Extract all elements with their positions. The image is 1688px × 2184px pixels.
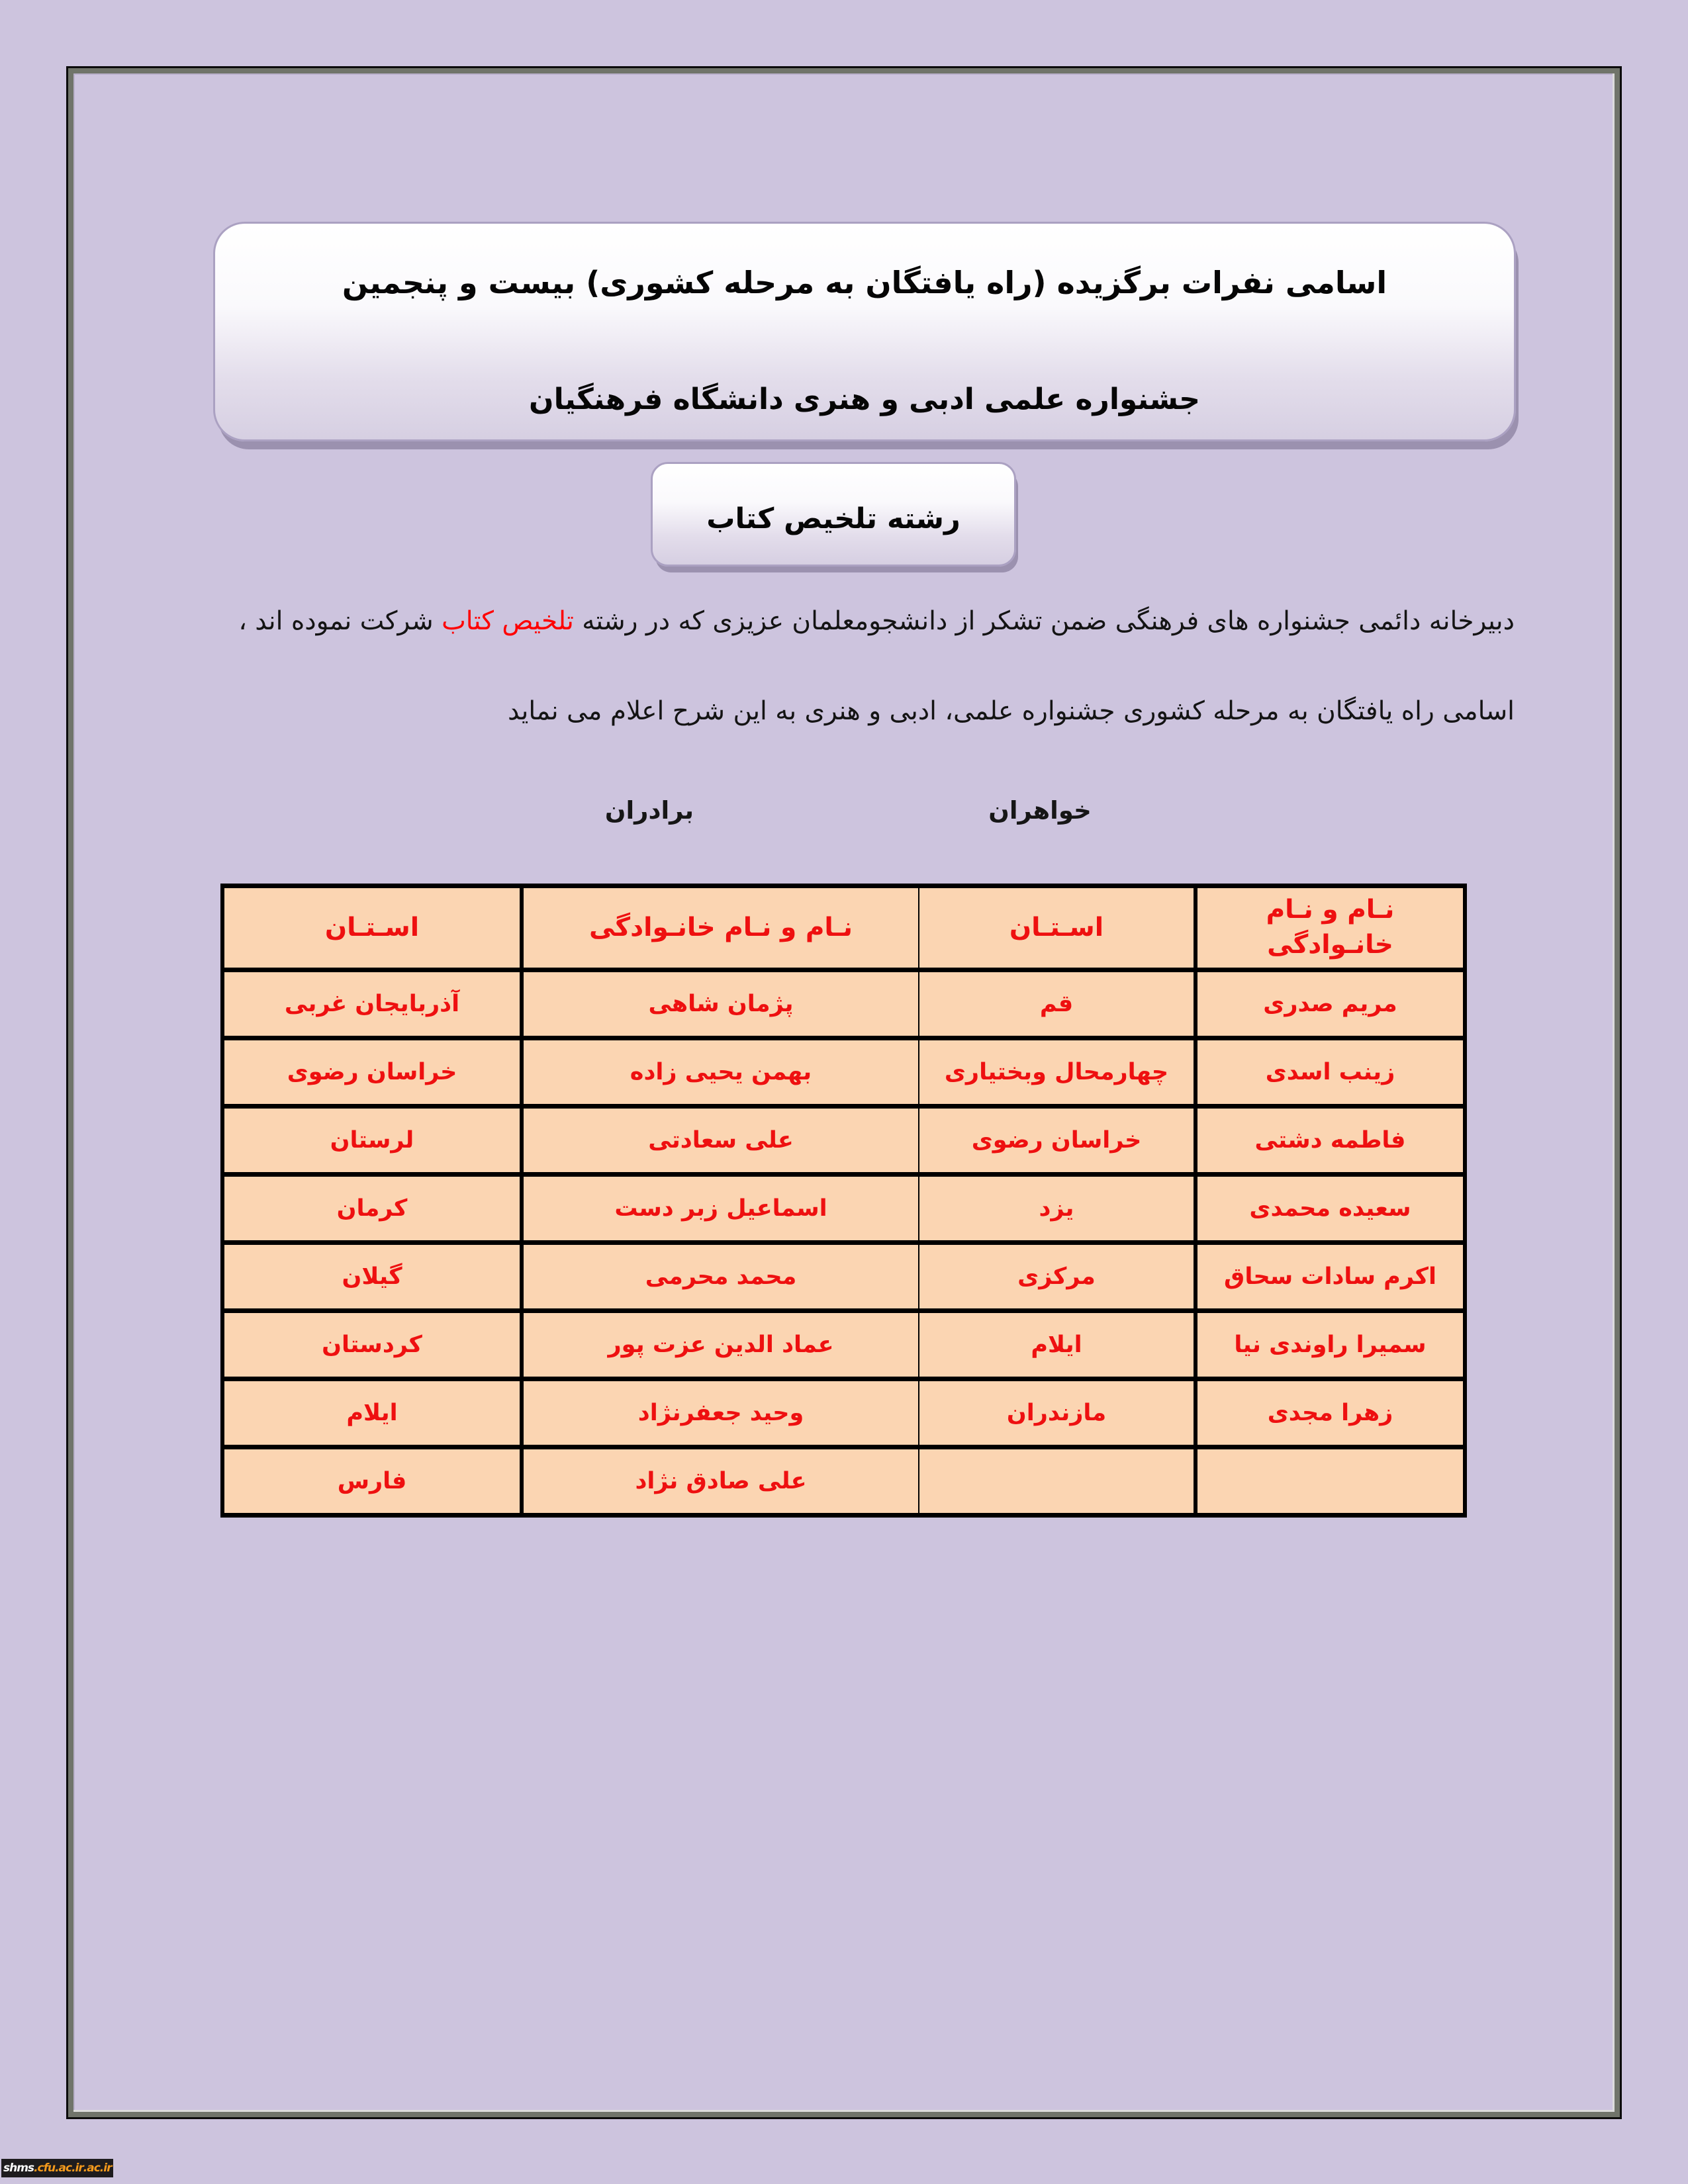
intro-line1-before: دبیرخانه دائمی جشنواره های فرهنگی ضمن تشکر از دانشجومعلمان عزیزی که در رشته bbox=[573, 606, 1515, 636]
table-cell-brothers-province: کردستان bbox=[222, 1311, 522, 1379]
watermark-prefix: shms bbox=[3, 2161, 34, 2175]
table-cell-brothers-name: اسماعیل زبر دست bbox=[522, 1175, 919, 1243]
table-cell-sisters-name: سمیرا راوندی نیا bbox=[1196, 1311, 1465, 1379]
intro-line2: اسامی راه یافتگان به مرحله کشوری جشنواره علمی، ادبی و هنری به این شرح اعلام می نماید bbox=[508, 696, 1515, 726]
watermark-domain: .cfu.ac.ir bbox=[34, 2161, 83, 2175]
table-cell-sisters-name: مریم صدری bbox=[1196, 970, 1465, 1038]
table-cell-brothers-name: وحید جعفرنژاد bbox=[522, 1379, 919, 1447]
sisters-label: خواهران bbox=[988, 796, 1092, 825]
table-cell-sisters-province: ایلام bbox=[919, 1311, 1196, 1379]
table-cell-brothers-name: بهمن یحیی زاده bbox=[522, 1038, 919, 1107]
table-cell-sisters-name: زهرا مجدی bbox=[1196, 1379, 1465, 1447]
table-row bbox=[222, 1038, 1465, 1107]
table-cell-brothers-province: گیلان bbox=[222, 1243, 522, 1311]
table-cell-brothers-name: عماد الدین عزت پور bbox=[522, 1311, 919, 1379]
brothers-label: برادران bbox=[604, 796, 694, 825]
table-cell-brothers-name: محمد محرمی bbox=[522, 1243, 919, 1311]
table-cell-sisters-province: خراسان رضوی bbox=[919, 1107, 1196, 1175]
table-cell-sisters-name: سعیده محمدی bbox=[1196, 1175, 1465, 1243]
page-title-line1: اسامی نفرات برگزیده (راه یافتگان به مرحله کشوری) بیست و پنجمین bbox=[342, 265, 1387, 300]
title-banner bbox=[213, 222, 1516, 441]
watermark-overlap: .ac.ir bbox=[83, 2161, 112, 2175]
table-cell-brothers-name: علی صادق نژاد bbox=[522, 1447, 919, 1516]
table-row bbox=[222, 1379, 1465, 1447]
table-cell-sisters-name: فاطمه دشتی bbox=[1196, 1107, 1465, 1175]
watermark bbox=[1, 2159, 113, 2177]
table-cell-brothers-province: خراسان رضوی bbox=[222, 1038, 522, 1107]
table-cell-brothers-province: آذربایجان غربی bbox=[222, 970, 522, 1038]
table-cell-sisters-province: قم bbox=[919, 970, 1196, 1038]
table-row bbox=[222, 1107, 1465, 1175]
table-cell-sisters-province: چهارمحال وبختیاری bbox=[919, 1038, 1196, 1107]
table-cell-sisters-province: مازندران bbox=[919, 1379, 1196, 1447]
table-cell-sisters-name: اکرم سادات سحاق bbox=[1196, 1243, 1465, 1311]
field-badge bbox=[651, 462, 1016, 567]
table-cell-brothers-province: کرمان bbox=[222, 1175, 522, 1243]
column-header-sisters-name: نـام و نـام خانـوادگی bbox=[1196, 886, 1465, 970]
table-cell-sisters-province bbox=[919, 1447, 1196, 1516]
column-header-sisters-province: اسـتـان bbox=[919, 886, 1196, 970]
intro-line1-after: شرکت نموده اند ، bbox=[238, 606, 442, 636]
table-cell-brothers-province: لرستان bbox=[222, 1107, 522, 1175]
table-cell-sisters-province: مرکزی bbox=[919, 1243, 1196, 1311]
table-row bbox=[222, 1311, 1465, 1379]
field-highlight: تلخیص کتاب bbox=[442, 606, 574, 636]
page-title-line2: جشنواره علمی ادبی و هنری دانشگاه فرهنگیان bbox=[529, 383, 1200, 416]
table-cell-brothers-province: ایلام bbox=[222, 1379, 522, 1447]
table-cell-brothers-province: فارس bbox=[222, 1447, 522, 1516]
table-cell-sisters-name bbox=[1196, 1447, 1465, 1516]
table-cell-sisters-name: زینب اسدی bbox=[1196, 1038, 1465, 1107]
table-cell-brothers-name: علی سعادتی bbox=[522, 1107, 919, 1175]
table-cell-brothers-name: پژمان شاهی bbox=[522, 970, 919, 1038]
column-header-brothers-name: نـام و نـام خانـوادگی bbox=[522, 886, 919, 970]
intro-line1 bbox=[238, 606, 1515, 636]
table-cell-sisters-province: یزد bbox=[919, 1175, 1196, 1243]
table-header-row bbox=[222, 886, 1465, 970]
table-row bbox=[222, 1175, 1465, 1243]
results-table bbox=[220, 884, 1467, 1518]
table-row bbox=[222, 970, 1465, 1038]
table-row bbox=[222, 1243, 1465, 1311]
table-row bbox=[222, 1447, 1465, 1516]
column-header-brothers-province: اسـتـان bbox=[222, 886, 522, 970]
field-badge-label: رشته تلخیص کتاب bbox=[706, 502, 961, 535]
